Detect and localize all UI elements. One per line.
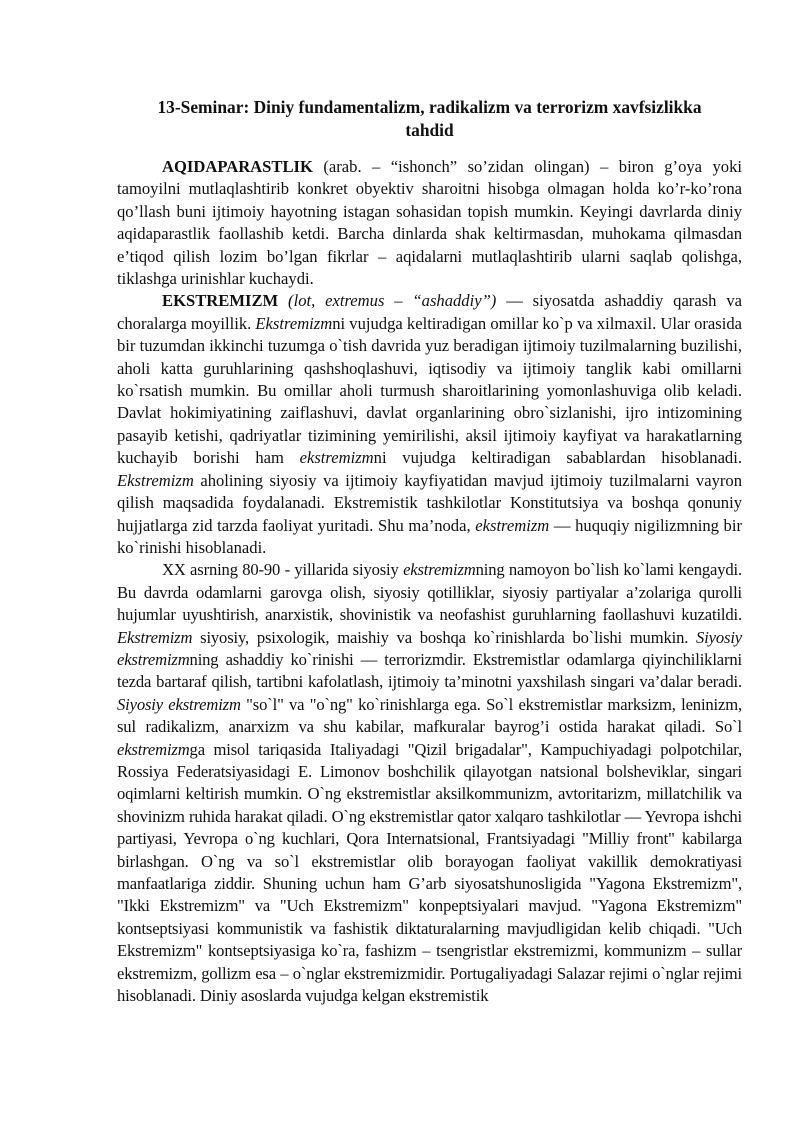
text-run: "so`l" va "o`ng" ko`rinishlarga ega. So`l ekstremistlar marksizm, leninizm, sul radikalizm, anarxizm va shu kabilar, mafkuralar bayrog’i ostida harakat qiladi. So`l — [117, 694, 742, 737]
italic-term: Siyosiy ekstremizm — [117, 627, 742, 669]
title-line-1: 13-Seminar: Diniy fundamentalizm, radikalizm va terrorizm xavfsizlikka — [157, 97, 702, 117]
etymology: (lot, extremus – “ashaddiy”) — [278, 291, 497, 311]
italic-term: Ekstremizm — [255, 313, 333, 333]
text-run: ning namoyon bo`lish ko`lami kengaydi. Bu davrda odamlarni garovga olish, siyosiy qotilliklar, siyosiy partiyalar a’zolariga qurolli hujumlar uyushtirish, anarxistik, shovinistik va neofashist guruhlarning faollashuvi kuzatildi. — [117, 560, 742, 625]
text-run: — siyosatda ashaddiy qarash va choralarga moyillik. — [117, 291, 742, 333]
paragraph-xx-asr — [117, 559, 742, 1007]
text-run: aholining siyosiy va ijtimoiy kayfiyatidan mavjud ijtimoiy tuzilmalarni vayron qilish maqsadida foydalanadi. Ekstremistik tashkilotlar Konstitutsiya va boshqa qonuniy hujjatlarga zid tarzda faoliyat yuritadi. Shu ma’noda, — [117, 470, 742, 535]
text-run: — huquqiy nigilizmning bir ko`rinishi hisoblanadi. — [117, 515, 742, 557]
italic-term: ekstremizm — [117, 739, 190, 759]
title-line-2: tahdid — [405, 120, 454, 140]
text-run: ning ashaddiy ko`rinishi — terrorizmdir. Ekstremistlar odamlarga qiyinchiliklarni tezda bartaraf qilish, tartibni kafolatlash, ijtimoiy ta’minotni yaxshilash singari va’dalar beradi. — [117, 649, 742, 692]
italic-term: Ekstremizm — [117, 627, 193, 647]
italic-term: ekstremizm — [403, 560, 476, 580]
text-run: XX asrning 80-90 - yillarida siyosiy — [162, 560, 404, 580]
term-aqidaparastlik: AQIDAPARASTLIK — [162, 157, 313, 176]
text-run: siyosiy, psixologik, maishiy va boshqa ko`rinishlarda bo`lishi mumkin. — [192, 627, 697, 647]
document-page — [117, 96, 742, 1007]
italic-term: Ekstremizm — [117, 470, 194, 490]
text-run: ni vujudga keltiradigan omillar ko`p va xilmaxil. Ular orasida bir tuzumdan ikkinchi tuzumga o`tish davrida yuz beradigan ijtimoiy tuzilmalarning buzilishi, aholi katta guruhlarining qashshoqlashuvi, iqtisodiy va ijtimoiy tanglik kabi omillarni ko`rsatish mumkin. Bu omillar aholi turmush sharoitlarining yomonlashuviga olib keladi. Davlat hokimiyatining zaiflashuvi, davlat organlarining obro`sizlanishi, ijro intizomining pasayib ketishi, qadriyatlar tizimining yemirilishi, aksil ijtimoiy kayfiyat va harakatlarning kuchayib borishi ham — [117, 313, 742, 468]
paragraph-text: (arab. – “ishonch” so’zidan olingan) – biron g’oya yoki tamoyilni mutlaqlashtirib konkret obyektiv sharoitni hisobga olmagan holda ko’r-ko’rona qo’llash buni ijtimoiy hayotning istagan sohasidan topish mumkin. Keyingi davrlarda diniy aqidaparastlik faollashib ketdi. Barcha dinlarda shak keltirmasdan, muhokama qilmasdan e’tiqod qilish lozim bo’lgan fikrlar – aqidalarni mutlaqlashtirib ularni saqlab qolishga, tiklashga urinishlar kuchaydi. — [117, 157, 742, 289]
text-run: ga misol tariqasida Italiyadagi "Qizil brigadalar", Kampuchiyadagi polpotchilar, Rossiya Federatsiyasidagi E. Limonov boshchilik qilayotgan natsional bolsheviklar, singari oqimlarni keltirish mumkin. O`ng ekstremistlar aksilkommunizm, avtoritarizm, millatchilik va shovinizm ruhida harakat qiladi. O`ng ekstremistlar qator xalqaro tashkilotlar — Yevropa ishchi partiyasi, Yevropa o`ng kuchlari, Qora Internatsional, Frantsiyadagi "Milliy front" kabilarga birlashgan. O`ng va so`l ekstremistlar olib borayogan faoliyat vakillik demokratiyasi manfaatlariga ziddir. Shuning uchun ham G’arb siyosatshunosligida "Yagona Ekstremizm", "Ikki Ekstremizm" va "Uch Ekstremizm" konpeptsiyalari mavjud. "Yagona Ekstremizm" kontseptsiyasi kommunistik va fashistik diktaturalarning mavjudligidan kelib chiqadi. "Uch Ekstremizm" kontseptsiyasiga ko`ra, fashizm – tsengristlar ekstremizmi, kommunizm – sullar ekstremizm, gollizm esa – o`nglar ekstremizmidir. Portugaliyadagi Salazar rejimi o`nglar rejimi hisoblanadi. Diniy asoslarda vujudga kelgan ekstremistik — [117, 739, 742, 1006]
paragraph-aqidaparastlik — [117, 156, 742, 290]
text-run: ni vujudga keltiradigan sabablardan hisoblanadi. — [373, 448, 742, 468]
italic-term: ekstremizm — [299, 448, 374, 468]
page-title — [117, 96, 742, 142]
italic-term: Siyosiy ekstremizm — [117, 694, 241, 714]
term-ekstremizm: EKSTREMIZM — [162, 291, 279, 311]
paragraph-ekstremizm — [117, 290, 742, 559]
italic-term: ekstremizm — [475, 515, 550, 535]
